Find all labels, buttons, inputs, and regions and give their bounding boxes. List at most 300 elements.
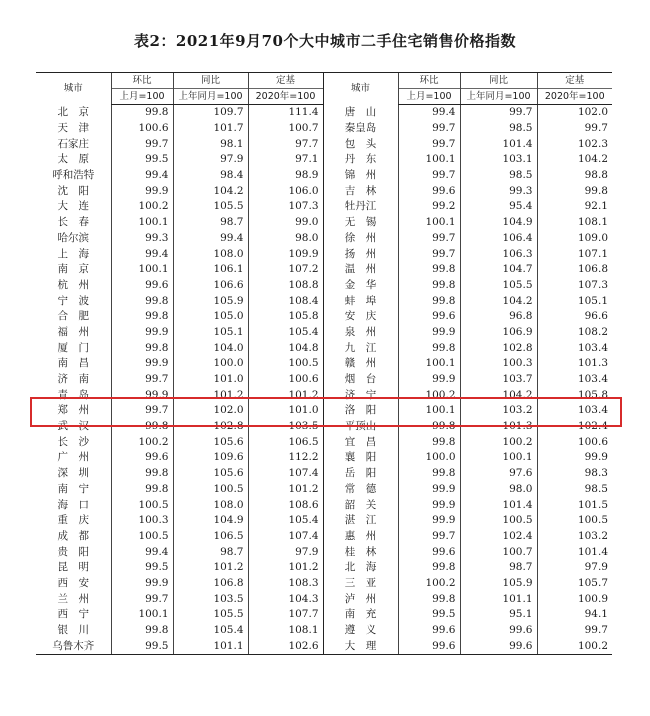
- base-value: 101.5: [537, 497, 612, 513]
- base-value: 109.0: [537, 231, 612, 247]
- yoy-value: 104.2: [460, 387, 537, 403]
- mom-value: 99.8: [111, 293, 173, 309]
- yoy-value: 105.5: [173, 199, 248, 215]
- base-value: 101.2: [248, 387, 323, 403]
- base-value: 108.1: [248, 623, 323, 639]
- mom-value: 99.4: [111, 544, 173, 560]
- yoy-value: 101.1: [460, 591, 537, 607]
- mom-value: 100.2: [111, 199, 173, 215]
- table-row: [36, 434, 612, 450]
- yoy-value: 103.2: [460, 403, 537, 419]
- table-row: [36, 325, 612, 341]
- yoy-value: 96.8: [460, 309, 537, 325]
- yoy-value: 100.1: [460, 450, 537, 466]
- city-name: 厦 门: [57, 341, 89, 354]
- yoy-value: 101.0: [173, 372, 248, 388]
- mom-value: 100.6: [111, 121, 173, 137]
- yoy-value: 104.7: [460, 262, 537, 278]
- yoy-value: 103.7: [460, 372, 537, 388]
- yoy-value: 100.5: [460, 513, 537, 529]
- base-value: 104.8: [248, 340, 323, 356]
- table-row: [36, 199, 612, 215]
- table-row: [36, 529, 612, 545]
- city-name: 南 京: [57, 263, 89, 276]
- mom-value: 99.7: [398, 136, 460, 152]
- city-name: 天 津: [57, 122, 89, 135]
- yoy-value: 98.4: [173, 168, 248, 184]
- city-name: 大 理: [323, 638, 398, 654]
- base-value: 100.7: [248, 121, 323, 137]
- header-base-sub: 2020年=100: [537, 89, 612, 105]
- base-value: 98.0: [248, 231, 323, 247]
- table-row: [36, 513, 612, 529]
- yoy-value: 102.4: [460, 529, 537, 545]
- base-value: 105.8: [248, 309, 323, 325]
- base-value: 105.1: [537, 293, 612, 309]
- city-name: 石家庄: [57, 137, 89, 150]
- base-value: 111.4: [248, 105, 323, 121]
- header-city: 城市: [36, 73, 111, 105]
- city-name: 济 宁: [323, 387, 398, 403]
- base-value: 108.1: [537, 215, 612, 231]
- base-value: 107.4: [248, 529, 323, 545]
- city-name: 上 海: [57, 247, 89, 260]
- city-name: 温 州: [323, 262, 398, 278]
- table-row: [36, 356, 612, 372]
- mom-value: 99.8: [398, 591, 460, 607]
- mom-value: 99.7: [398, 529, 460, 545]
- base-value: 99.7: [537, 623, 612, 639]
- mom-value: 99.9: [111, 183, 173, 199]
- yoy-value: 95.1: [460, 607, 537, 623]
- base-value: 108.4: [248, 293, 323, 309]
- base-value: 103.5: [248, 419, 323, 435]
- yoy-value: 105.4: [173, 623, 248, 639]
- city-name: 烟 台: [323, 372, 398, 388]
- base-value: 107.3: [537, 278, 612, 294]
- table-row: [36, 466, 612, 482]
- base-value: 96.6: [537, 309, 612, 325]
- base-value: 99.8: [537, 183, 612, 199]
- mom-value: 99.7: [398, 168, 460, 184]
- base-value: 107.2: [248, 262, 323, 278]
- mom-value: 100.1: [111, 607, 173, 623]
- yoy-value: 102.8: [460, 340, 537, 356]
- yoy-value: 109.6: [173, 450, 248, 466]
- base-value: 97.1: [248, 152, 323, 168]
- header-mom: 环比: [398, 73, 460, 89]
- city-name: 秦皇岛: [323, 121, 398, 137]
- mom-value: 100.2: [111, 434, 173, 450]
- yoy-value: 104.2: [460, 293, 537, 309]
- base-value: 112.2: [248, 450, 323, 466]
- yoy-value: 97.6: [460, 466, 537, 482]
- mom-value: 99.5: [398, 607, 460, 623]
- base-value: 106.8: [537, 262, 612, 278]
- city-name: 广 州: [57, 451, 89, 464]
- city-name: 长 春: [57, 216, 89, 229]
- yoy-value: 100.3: [460, 356, 537, 372]
- city-name: 贵 阳: [57, 545, 89, 558]
- base-value: 99.9: [537, 450, 612, 466]
- header-yoy: 同比: [460, 73, 537, 89]
- yoy-value: 98.5: [460, 121, 537, 137]
- mom-value: 99.7: [111, 591, 173, 607]
- header-mom-sub: 上月=100: [398, 89, 460, 105]
- mom-value: 99.6: [398, 623, 460, 639]
- yoy-value: 100.5: [173, 482, 248, 498]
- city-name: 北 海: [323, 560, 398, 576]
- mom-value: 99.7: [111, 403, 173, 419]
- table-row: [36, 497, 612, 513]
- city-name: 西 安: [57, 576, 89, 589]
- city-name: 九 江: [323, 340, 398, 356]
- mom-value: 99.8: [398, 340, 460, 356]
- city-name: 郑 州: [57, 404, 89, 417]
- mom-value: 99.7: [111, 372, 173, 388]
- header-base: 定基: [537, 73, 612, 89]
- yoy-value: 100.0: [173, 356, 248, 372]
- yoy-value: 106.9: [460, 325, 537, 341]
- city-name: 锦 州: [323, 168, 398, 184]
- yoy-value: 104.9: [460, 215, 537, 231]
- base-value: 97.9: [248, 544, 323, 560]
- table-row: [36, 168, 612, 184]
- yoy-value: 105.5: [460, 278, 537, 294]
- city-name: 包 头: [323, 136, 398, 152]
- yoy-value: 98.1: [173, 136, 248, 152]
- city-name: 扬 州: [323, 246, 398, 262]
- city-name: 安 庆: [323, 309, 398, 325]
- city-name: 常 德: [323, 482, 398, 498]
- table-row: [36, 121, 612, 137]
- header-mom: 环比: [111, 73, 173, 89]
- city-name: 泸 州: [323, 591, 398, 607]
- mom-value: 99.9: [398, 372, 460, 388]
- yoy-value: 100.7: [460, 544, 537, 560]
- base-value: 100.6: [537, 434, 612, 450]
- table-row: [36, 638, 612, 654]
- mom-value: 99.9: [111, 387, 173, 403]
- base-value: 105.8: [537, 387, 612, 403]
- mom-value: 100.1: [111, 262, 173, 278]
- mom-value: 100.5: [111, 529, 173, 545]
- city-name: 南 充: [323, 607, 398, 623]
- city-name: 三 亚: [323, 576, 398, 592]
- mom-value: 99.8: [111, 482, 173, 498]
- mom-value: 99.9: [398, 513, 460, 529]
- table-row: [36, 309, 612, 325]
- mom-value: 99.5: [111, 560, 173, 576]
- base-value: 101.2: [248, 482, 323, 498]
- base-value: 98.9: [248, 168, 323, 184]
- base-value: 94.1: [537, 607, 612, 623]
- city-name: 湛 江: [323, 513, 398, 529]
- header-base-sub: 2020年=100: [248, 89, 323, 105]
- yoy-value: 104.9: [173, 513, 248, 529]
- mom-value: 99.7: [398, 246, 460, 262]
- base-value: 104.3: [248, 591, 323, 607]
- mom-value: 100.1: [398, 152, 460, 168]
- base-value: 103.4: [537, 372, 612, 388]
- yoy-value: 105.9: [173, 293, 248, 309]
- table-row: [36, 340, 612, 356]
- base-value: 102.0: [537, 105, 612, 121]
- yoy-value: 104.2: [173, 183, 248, 199]
- base-value: 100.2: [537, 638, 612, 654]
- city-name: 银 川: [57, 624, 89, 637]
- mom-value: 99.8: [111, 419, 173, 435]
- yoy-value: 105.6: [173, 466, 248, 482]
- city-name: 南 昌: [57, 357, 89, 370]
- table-row: [36, 623, 612, 639]
- table-row: [36, 591, 612, 607]
- yoy-value: 98.7: [460, 560, 537, 576]
- yoy-value: 99.4: [173, 231, 248, 247]
- yoy-value: 105.0: [173, 309, 248, 325]
- mom-value: 99.8: [111, 340, 173, 356]
- yoy-value: 106.5: [173, 529, 248, 545]
- city-name: 洛 阳: [323, 403, 398, 419]
- yoy-value: 106.1: [173, 262, 248, 278]
- base-value: 108.2: [537, 325, 612, 341]
- mom-value: 99.9: [398, 482, 460, 498]
- yoy-value: 103.5: [173, 591, 248, 607]
- mom-value: 99.8: [111, 466, 173, 482]
- mom-value: 99.8: [398, 466, 460, 482]
- city-name: 深 圳: [57, 467, 89, 480]
- yoy-value: 99.3: [460, 183, 537, 199]
- yoy-value: 101.3: [460, 419, 537, 435]
- table-row: [36, 450, 612, 466]
- city-name: 昆 明: [57, 561, 89, 574]
- city-name: 韶 关: [323, 497, 398, 513]
- table-row: [36, 262, 612, 278]
- yoy-value: 98.0: [460, 482, 537, 498]
- base-value: 92.1: [537, 199, 612, 215]
- base-value: 107.3: [248, 199, 323, 215]
- base-value: 98.5: [537, 482, 612, 498]
- city-name: 济 南: [57, 373, 89, 386]
- table-row: [36, 136, 612, 152]
- yoy-value: 101.7: [173, 121, 248, 137]
- base-value: 98.3: [537, 466, 612, 482]
- mom-value: 99.9: [398, 325, 460, 341]
- city-name: 青 岛: [57, 388, 89, 401]
- base-value: 100.5: [248, 356, 323, 372]
- city-name: 吉 林: [323, 183, 398, 199]
- mom-value: 99.4: [111, 246, 173, 262]
- base-value: 101.4: [537, 544, 612, 560]
- table-row: [36, 231, 612, 247]
- base-value: 102.6: [248, 638, 323, 654]
- mom-value: 99.5: [111, 638, 173, 654]
- table-row: [36, 278, 612, 294]
- city-name: 泉 州: [323, 325, 398, 341]
- mom-value: 100.3: [111, 513, 173, 529]
- yoy-value: 101.4: [460, 136, 537, 152]
- base-value: 99.0: [248, 215, 323, 231]
- mom-value: 99.7: [398, 231, 460, 247]
- table-row: [36, 246, 612, 262]
- table-row: [36, 293, 612, 309]
- city-name: 遵 义: [323, 623, 398, 639]
- mom-value: 99.6: [111, 278, 173, 294]
- city-name: 桂 林: [323, 544, 398, 560]
- mom-value: 99.9: [398, 497, 460, 513]
- city-name: 唐 山: [323, 105, 398, 121]
- header-row-main: [36, 73, 612, 89]
- base-value: 105.4: [248, 325, 323, 341]
- header-mom-sub: 上月=100: [111, 89, 173, 105]
- table-row: [36, 576, 612, 592]
- base-value: 107.1: [537, 246, 612, 262]
- city-name: 岳 阳: [323, 466, 398, 482]
- yoy-value: 102.8: [173, 419, 248, 435]
- base-value: 106.0: [248, 183, 323, 199]
- mom-value: 100.1: [398, 356, 460, 372]
- table-body: [36, 105, 612, 655]
- yoy-value: 108.0: [173, 497, 248, 513]
- mom-value: 100.1: [398, 215, 460, 231]
- highlight-box: [30, 397, 622, 427]
- yoy-value: 106.8: [173, 576, 248, 592]
- city-name: 重 庆: [57, 514, 89, 527]
- yoy-value: 104.0: [173, 340, 248, 356]
- yoy-value: 99.6: [460, 638, 537, 654]
- city-name: 成 都: [57, 529, 89, 542]
- base-value: 108.3: [248, 576, 323, 592]
- base-value: 100.6: [248, 372, 323, 388]
- mom-value: 99.8: [111, 309, 173, 325]
- yoy-value: 105.9: [460, 576, 537, 592]
- base-value: 105.7: [537, 576, 612, 592]
- header-yoy: 同比: [173, 73, 248, 89]
- yoy-value: 103.1: [460, 152, 537, 168]
- base-value: 108.6: [248, 497, 323, 513]
- yoy-value: 101.2: [173, 560, 248, 576]
- yoy-value: 108.0: [173, 246, 248, 262]
- base-value: 98.8: [537, 168, 612, 184]
- city-name: 福 州: [57, 325, 89, 338]
- yoy-value: 101.4: [460, 497, 537, 513]
- city-name: 南 宁: [57, 482, 89, 495]
- city-name: 沈 阳: [57, 184, 89, 197]
- mom-value: 99.6: [398, 309, 460, 325]
- table-row: [36, 560, 612, 576]
- yoy-value: 101.1: [173, 638, 248, 654]
- mom-value: 99.6: [398, 638, 460, 654]
- city-name: 大 连: [57, 200, 89, 213]
- base-value: 100.5: [537, 513, 612, 529]
- mom-value: 99.8: [398, 434, 460, 450]
- base-value: 103.2: [537, 529, 612, 545]
- yoy-value: 105.6: [173, 434, 248, 450]
- yoy-value: 98.7: [173, 544, 248, 560]
- yoy-value: 101.2: [173, 387, 248, 403]
- yoy-value: 98.7: [173, 215, 248, 231]
- yoy-value: 100.2: [460, 434, 537, 450]
- table-title: 表2：2021年9月70个大中城市二手住宅销售价格指数: [134, 32, 516, 50]
- base-value: 101.0: [248, 403, 323, 419]
- yoy-value: 102.0: [173, 403, 248, 419]
- base-value: 99.7: [537, 121, 612, 137]
- mom-value: 99.8: [111, 623, 173, 639]
- base-value: 104.2: [537, 152, 612, 168]
- city-name: 宜 昌: [323, 434, 398, 450]
- mom-value: 99.7: [398, 121, 460, 137]
- yoy-value: 98.5: [460, 168, 537, 184]
- mom-value: 100.5: [111, 497, 173, 513]
- mom-value: 99.8: [398, 419, 460, 435]
- base-value: 106.5: [248, 434, 323, 450]
- city-name: 兰 州: [57, 592, 89, 605]
- city-name: 哈尔滨: [57, 231, 89, 244]
- table-row: [36, 372, 612, 388]
- table-row: [36, 544, 612, 560]
- yoy-value: 105.1: [173, 325, 248, 341]
- mom-value: 99.9: [111, 356, 173, 372]
- city-name: 牡丹江: [323, 199, 398, 215]
- city-name: 赣 州: [323, 356, 398, 372]
- header-base: 定基: [248, 73, 323, 89]
- mom-value: 100.1: [398, 403, 460, 419]
- city-name: 平顶山: [323, 419, 398, 435]
- city-name: 无 锡: [323, 215, 398, 231]
- price-index-table: [36, 72, 612, 655]
- mom-value: 99.6: [111, 450, 173, 466]
- yoy-value: 99.6: [460, 623, 537, 639]
- mom-value: 100.1: [111, 215, 173, 231]
- mom-value: 99.8: [398, 293, 460, 309]
- base-value: 101.2: [248, 560, 323, 576]
- city-name: 太 原: [57, 153, 89, 166]
- table-row: [36, 482, 612, 498]
- table-row: [36, 105, 612, 121]
- mom-value: 99.8: [398, 560, 460, 576]
- city-name: 西 宁: [57, 608, 89, 621]
- table-row: [36, 607, 612, 623]
- base-value: 109.9: [248, 246, 323, 262]
- yoy-value: 95.4: [460, 199, 537, 215]
- city-name: 乌鲁木齐: [36, 638, 111, 654]
- city-name: 金 华: [323, 278, 398, 294]
- city-name: 襄 阳: [323, 450, 398, 466]
- mom-value: 100.0: [398, 450, 460, 466]
- header-city: 城市: [323, 73, 398, 105]
- base-value: 100.9: [537, 591, 612, 607]
- mom-value: 100.2: [398, 576, 460, 592]
- mom-value: 99.6: [398, 183, 460, 199]
- mom-value: 99.8: [111, 105, 173, 121]
- mom-value: 99.3: [111, 231, 173, 247]
- mom-value: 99.5: [111, 152, 173, 168]
- yoy-value: 109.7: [173, 105, 248, 121]
- base-value: 108.8: [248, 278, 323, 294]
- mom-value: 99.8: [398, 262, 460, 278]
- yoy-value: 106.6: [173, 278, 248, 294]
- city-name: 惠 州: [323, 529, 398, 545]
- yoy-value: 106.4: [460, 231, 537, 247]
- yoy-value: 105.5: [173, 607, 248, 623]
- mom-value: 99.2: [398, 199, 460, 215]
- mom-value: 99.6: [398, 544, 460, 560]
- base-value: 102.4: [537, 419, 612, 435]
- city-name: 徐 州: [323, 231, 398, 247]
- base-value: 97.7: [248, 136, 323, 152]
- table-row: [36, 215, 612, 231]
- base-value: 107.7: [248, 607, 323, 623]
